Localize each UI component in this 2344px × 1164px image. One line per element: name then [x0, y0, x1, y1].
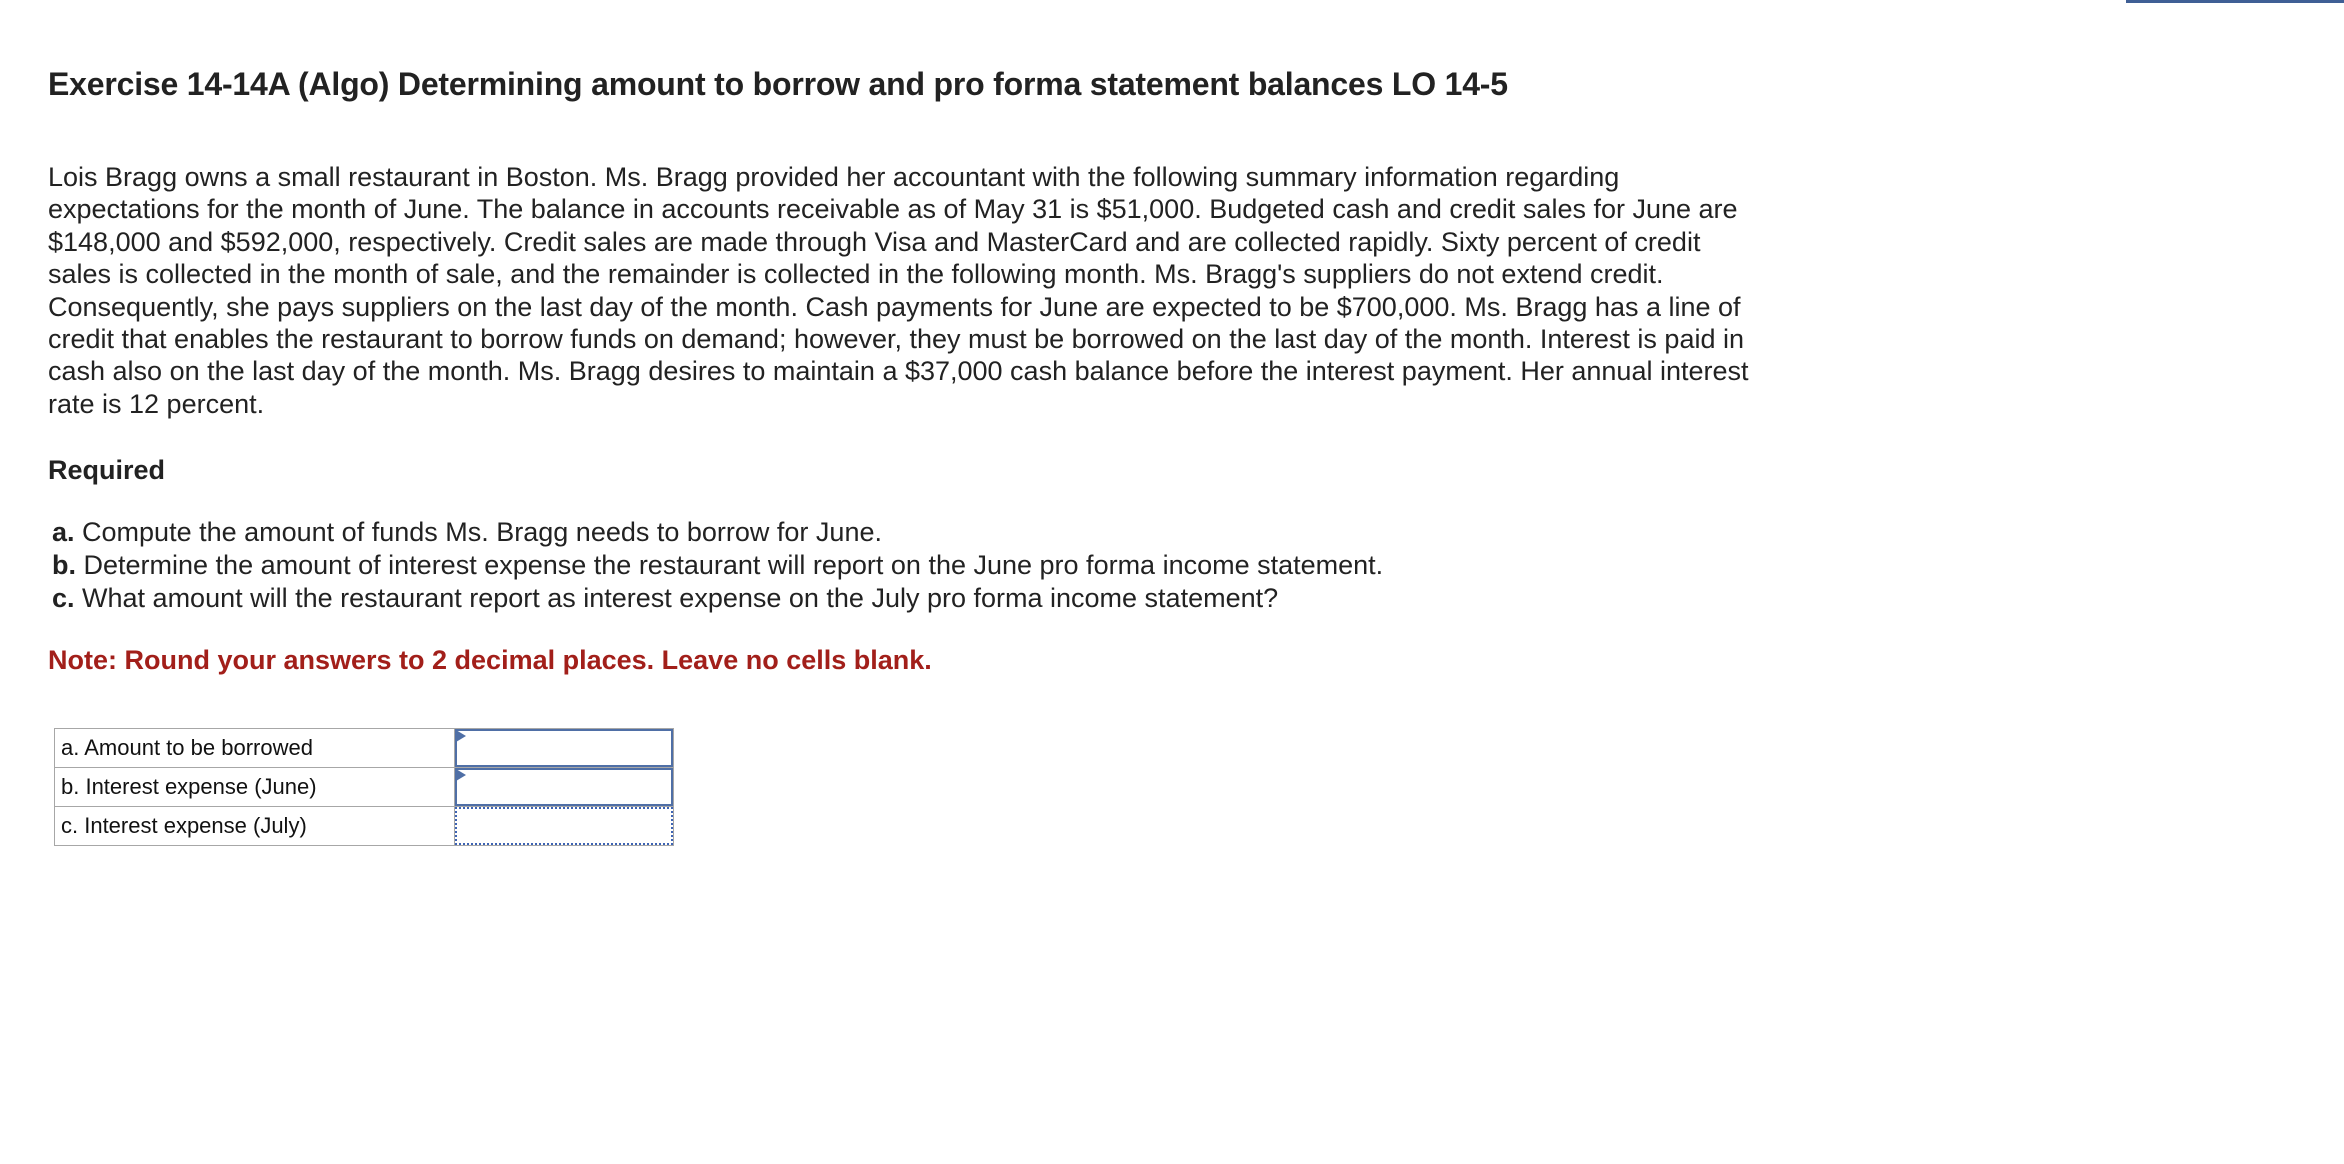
interest-expense-june-label: b. Interest expense (June): [55, 768, 455, 807]
requirement-letter: b.: [52, 550, 76, 580]
requirement-b: [52, 549, 1383, 582]
requirement-letter: a.: [52, 517, 75, 547]
table-row: [55, 768, 674, 807]
amount-to-be-borrowed-label: a. Amount to be borrowed: [55, 729, 455, 768]
interest-expense-july-cell: [455, 807, 674, 846]
requirement-letter: c.: [52, 583, 75, 613]
requirements-list: [52, 516, 1383, 615]
table-row: [55, 729, 674, 768]
requirement-text: Determine the amount of interest expense the restaurant will report on the June pro forma income statement.: [76, 550, 1384, 580]
table-row: [55, 807, 674, 846]
interest-expense-june-input[interactable]: [455, 768, 673, 806]
amount-to-be-borrowed-cell: [455, 729, 674, 768]
requirement-c: [52, 582, 1383, 615]
answer-table: [54, 728, 674, 846]
requirement-text: What amount will the restaurant report as interest expense on the July pro forma income statement?: [74, 583, 1279, 613]
interest-expense-july-label: c. Interest expense (July): [55, 807, 455, 846]
amount-to-be-borrowed-input[interactable]: [455, 729, 673, 767]
exercise-title: Exercise 14-14A (Algo) Determining amount to borrow and pro forma statement balances LO 14-5: [48, 66, 1508, 102]
exercise-intro: Lois Bragg owns a small restaurant in Boston. Ms. Bragg provided her accountant with the following summary information regarding expectations for the month of June. The balance in accounts receivable as of May 31 is $51,000. Budgeted cash and credit sales for June are $148,000 and $592,000, respectively. Credit sales are made through Visa and MasterCard and are collected rapidly. Sixty percent of credit sales is collected in the month of sale, and the remainder is collected in the following month. Ms. Bragg's suppliers do not extend credit. Consequently, she pays suppliers on the last day of the month. Cash payments for June are expected to be $700,000. Ms. Bragg has a line of credit that enables the restaurant to borrow funds on demand; however, they must be borrowed on the last day of the month. Interest is paid in cash also on the last day of the month. Ms. Bragg desires to maintain a $37,000 cash balance before the interest payment. Her annual interest rate is 12 percent.: [48, 162, 1749, 419]
rounding-note: Note: Round your answers to 2 decimal places. Leave no cells blank.: [48, 645, 932, 675]
requirement-text: Compute the amount of funds Ms. Bragg needs to borrow for June.: [74, 517, 882, 547]
required-heading: Required: [48, 455, 166, 485]
interest-expense-july-input[interactable]: [455, 807, 673, 845]
top-accent-bar: [2126, 0, 2344, 3]
requirement-a: [52, 516, 1383, 549]
interest-expense-june-cell: [455, 768, 674, 807]
